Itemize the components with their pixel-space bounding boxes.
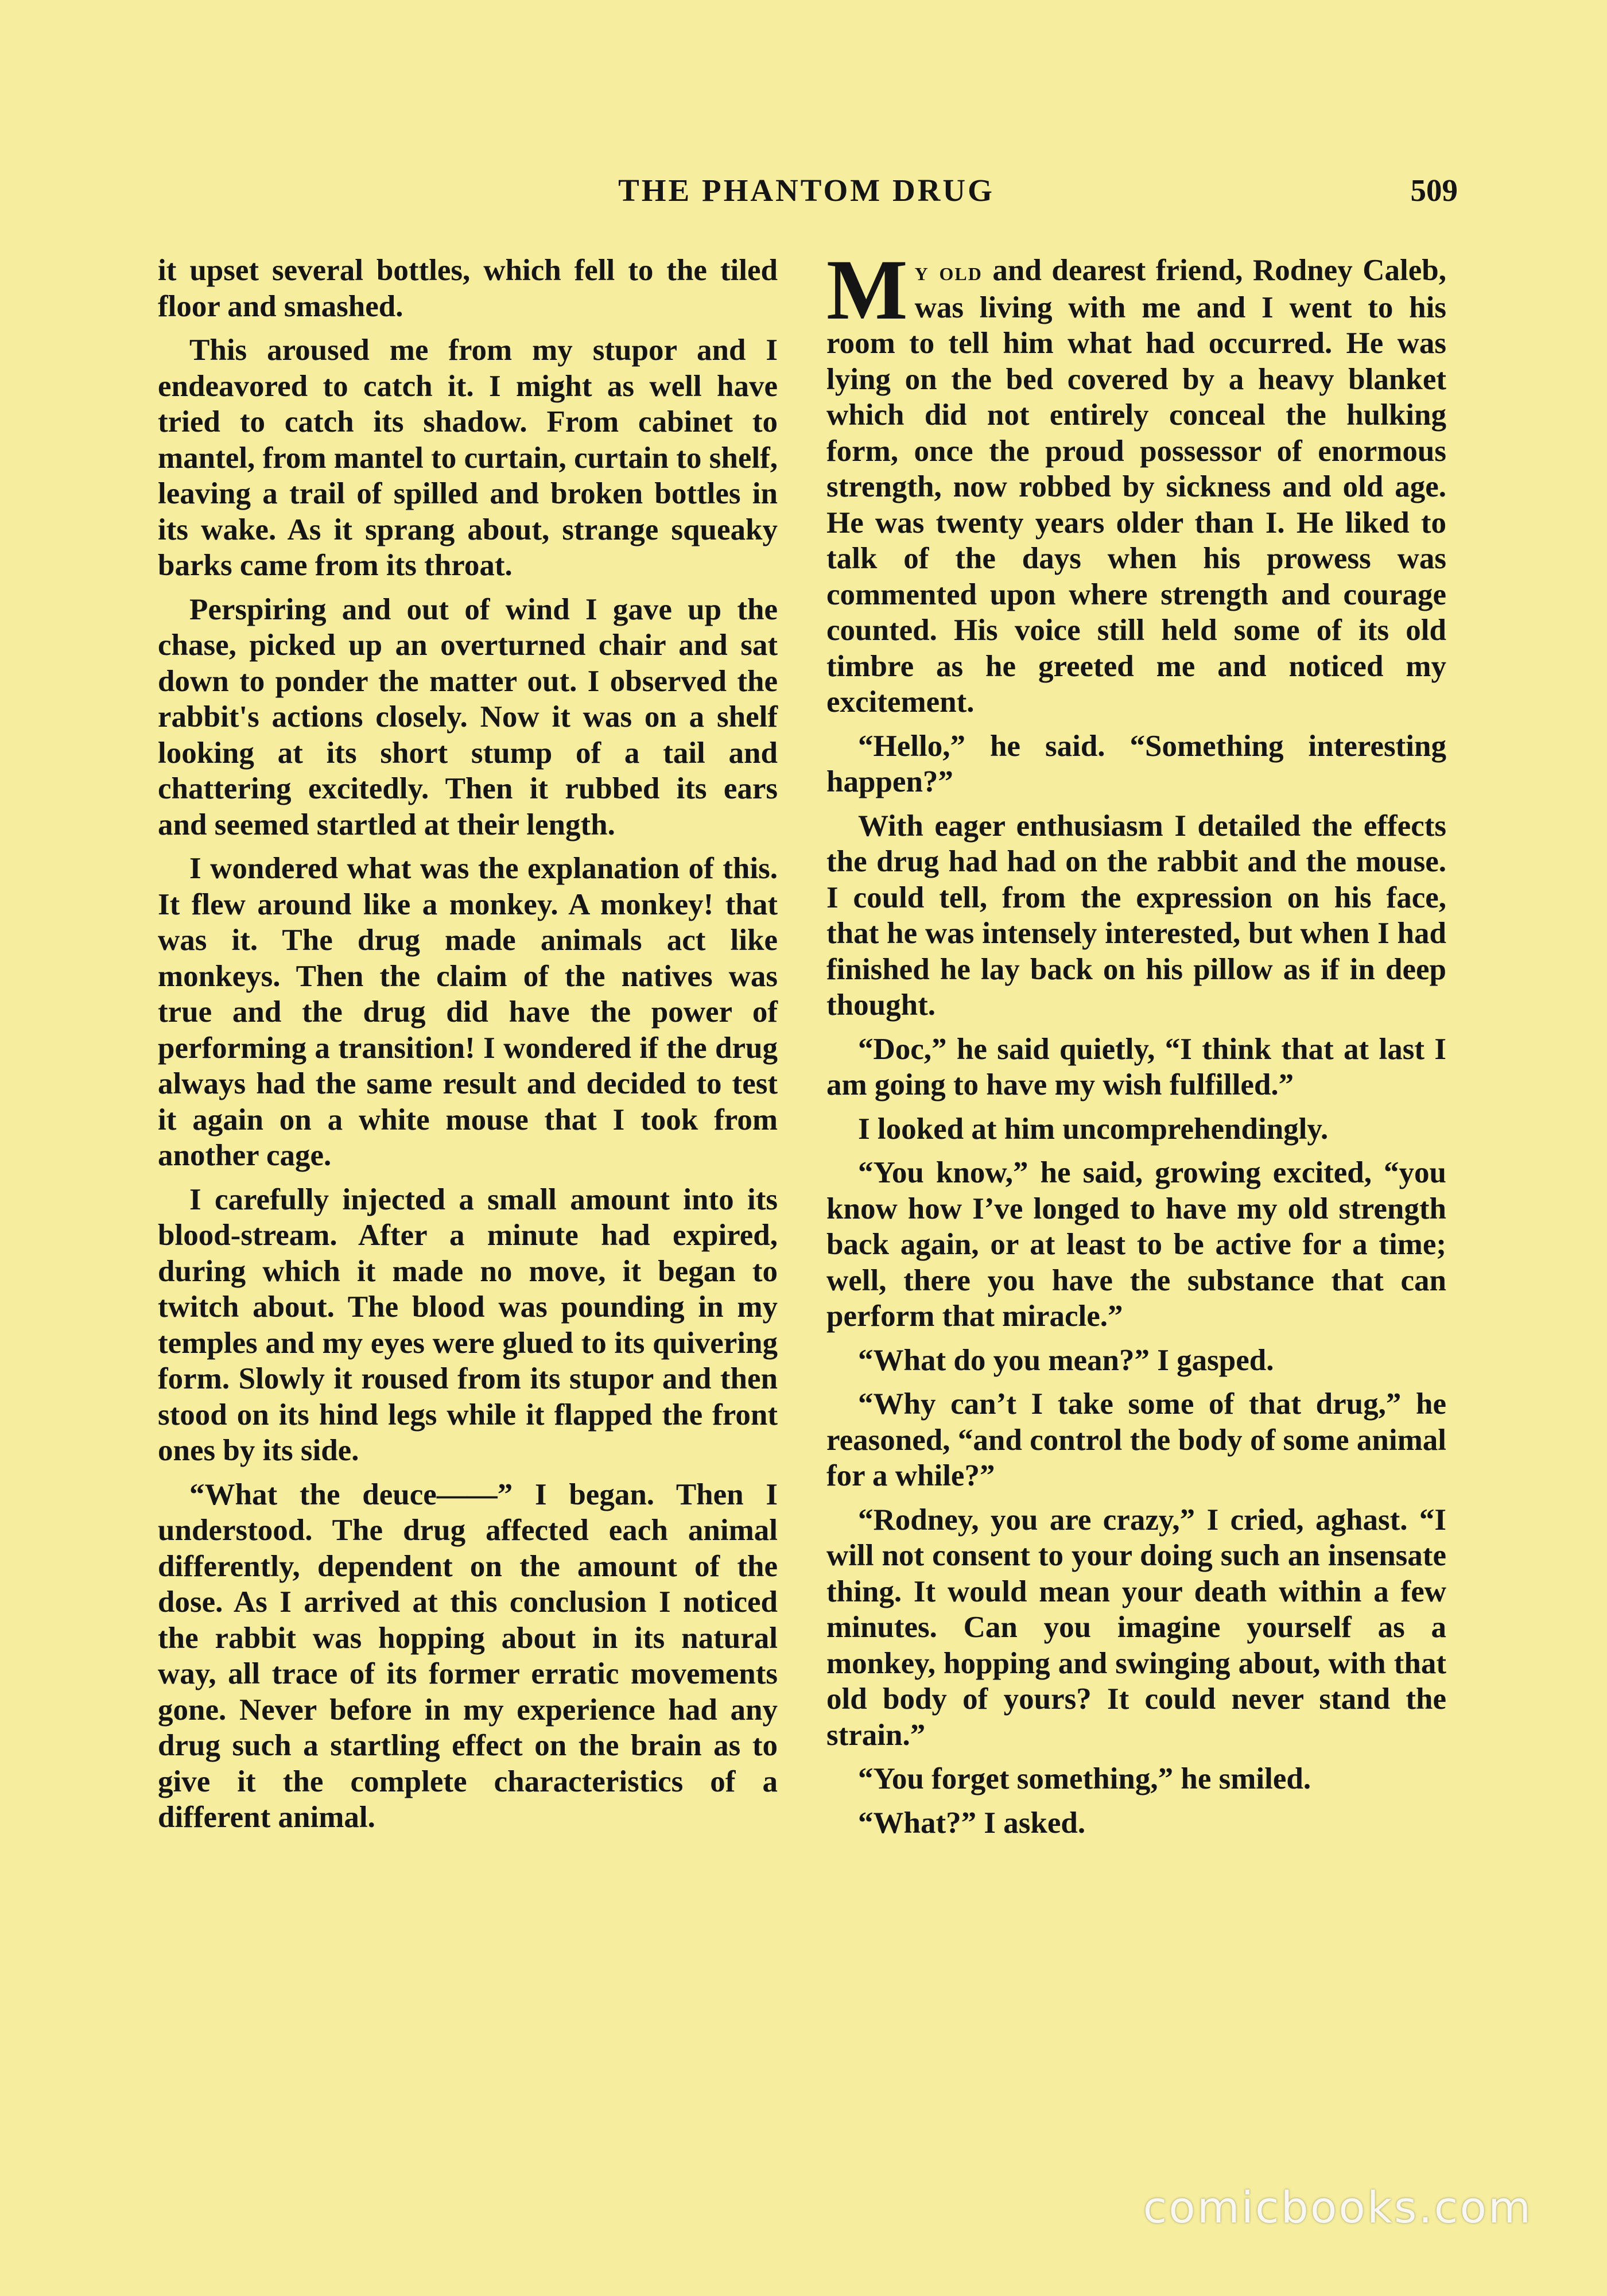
paragraph: “Doc,” he said quietly, “I think that at last I am going to have my wish fulfilled.” [826, 1032, 1446, 1102]
running-header [155, 172, 1458, 212]
right-column [826, 242, 1446, 1849]
paragraph: With eager enthusiasm I detailed the effects the drug had had on the rabbit and the mouse. I could tell, from the expression on his face, that he was intensely interested, but when I had finished he lay back on his pillow as if in deep thought. [826, 809, 1446, 1022]
paragraph: I looked at him uncomprehendingly. [858, 1112, 1329, 1146]
page-number: 509 [1410, 173, 1458, 208]
lead-text: and dearest friend, Rodney Caleb, was living with me and I went to his room to tell him what had occurred. He was lying on the bed covered by a heavy blanket which did not entirely conceal the hulking form, once the proud possessor of enormous strength, now robbed by sickness and old age. He was twenty years older than I. He liked to talk of the days when his prowess was commented upon where strength and courage counted. His voice still held some of its old timbre as he greeted me and noticed my excitement. [826, 254, 1446, 719]
paragraph: “What do you mean?” I gasped. [858, 1343, 1274, 1377]
paragraph: “Rodney, you are crazy,” I cried, aghast. “I will not consent to your doing such an insensate thing. It would mean your death within a few minutes. Can you imagine yourself as a monkey, hopping and swinging about, with that old body of yours? It could never stand the strain.” [826, 1503, 1446, 1752]
opening-paragraph [826, 242, 1446, 720]
left-column [158, 253, 778, 1844]
paragraph: Perspiring and out of wind I gave up the chase, picked up an overturned chair and sat down to ponder the matter out. I observed the rabbit's actions closely. Now it was on a shelf looking at its short stump of a tail and chattering excitedly. Then it rubbed its ears and seemed startled at their length. [158, 592, 778, 841]
paragraph: I carefully injected a small amount into its blood-stream. After a minute had expired, during which it made no move, it began to twitch about. The blood was pounding in my temples and my eyes were glued to its quivering form. Slowly it roused from its stupor and then stood on its hind legs while it flapped the front ones by its side. [158, 1182, 778, 1467]
paragraph: “You know,” he said, growing excited, “you know how I’ve longed to have my old strength back again, or at least to be active for a time; well, there you have the substance that can perform that miracle.” [826, 1156, 1446, 1333]
paragraph: “Why can’t I take some of that drug,” he reasoned, “and control the body of some animal for a while?” [826, 1387, 1446, 1492]
paragraph: “What?” I asked. [858, 1806, 1086, 1840]
lead-smallcaps: y old [914, 257, 983, 286]
drop-cap: M [826, 242, 908, 338]
running-title: THE PHANTOM DRUG [618, 173, 995, 208]
paragraph: “What the deuce——” I began. Then I understood. The drug affected each animal differently, dependent on the amount of the dose. As I arrived at this conclusion I noticed the rabbit was hopping about in its natural way, all trace of its former erratic movements gone. Never before in my experience had any drug such a startling effect on the brain as to give it the complete characteristics of a different animal. [158, 1477, 778, 1834]
watermark-logo: comicbooks.com [1143, 2182, 1532, 2233]
paragraph: I wondered what was the explanation of this. It flew around like a monkey. A monkey! that was it. The drug made animals act like monkeys. Then the claim of the natives was true and the drug did have the power of performing a transition! I wondered if the drug always had the same result and decided to test it again on a white mouse that I took from another cage. [158, 852, 778, 1172]
paragraph: “You forget something,” he smiled. [858, 1762, 1311, 1795]
paragraph: “Hello,” he said. “Something interesting happen?” [826, 729, 1446, 798]
paragraph: This aroused me from my stupor and I endeavored to catch it. I might as well have tried to catch its shadow. From cabinet to mantel, from mantel to curtain, curtain to shelf, leaving a trail of spilled and broken bottles in its wake. As it sprang about, strange squeaky barks came from its throat. [158, 333, 778, 582]
paragraph: it upset several bottles, which fell to the tiled floor and smashed. [158, 254, 778, 323]
